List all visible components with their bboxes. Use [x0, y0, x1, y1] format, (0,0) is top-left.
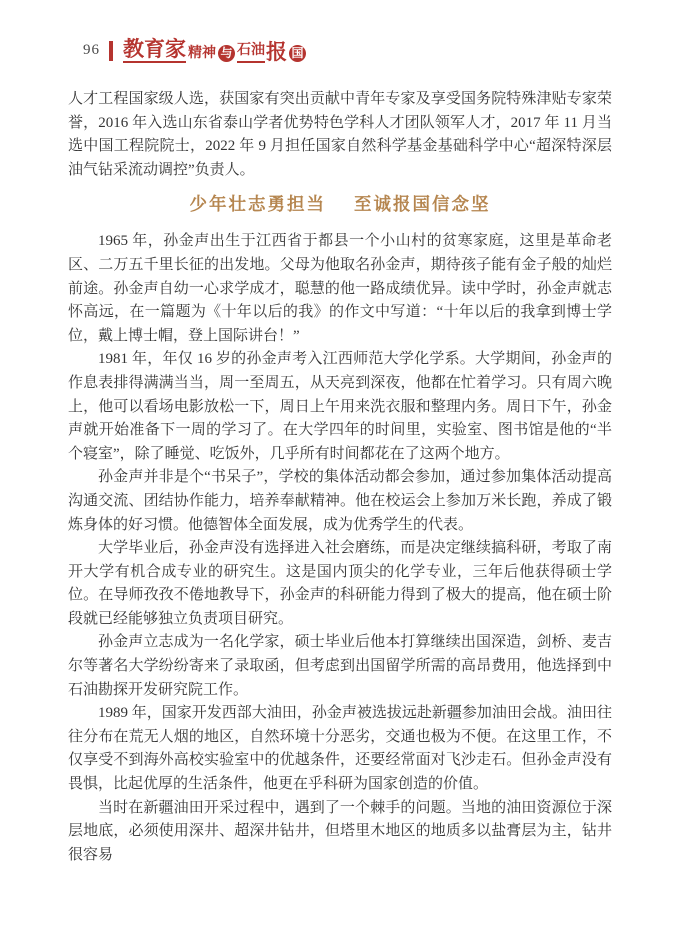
header-divider-bar [109, 41, 113, 61]
paragraph: 人才工程国家级人选，获国家有突出贡献中青年专家及享受国务院特殊津贴专家荣誉，2016 年入选山东省泰山学者优势特色学科人才团队领军人才，2017 年 11 月当选中国工程院院士，2022 年 9 月担任国家自然科学基金基础科学中心“超深特深层油气钻采流动调控”负责人。 [68, 91, 612, 178]
paragraph: 1989 年，国家开发西部大油田，孙金声被选拔远赴新疆参加油田会战。油田往往分布在荒无人烟的地区，自然环境十分恶劣，交通也极为不便。在这里工作，不仅享受不到海外高校实验室中的优越条件，还要经常面对飞沙走石。但孙金声没有畏惧，比起优厚的生活条件，他更在乎科研为国家创造的价值。 [68, 705, 612, 793]
section-heading-part2: 至诚报国信念坚 [354, 194, 491, 215]
paragraph: 孙金声并非是个“书呆子”，学校的集体活动都会参加，通过参加集体活动提高沟通交流、团结协作能力，培养奉献精神。他在校运会上参加万米长跑，养成了锻炼身体的好习惯。他德智体全面发展，成为优秀学生的代表。 [68, 469, 612, 533]
paragraph: 孙金声立志成为一名化学家，硕士毕业后他本打算继续出国深造，剑桥、麦吉尔等著名大学纷纷寄来了录取函，但考虑到出国留学所需的高昂费用，他选择到中石油勘探开发研究院工作。 [68, 634, 612, 698]
paragraph: 1965 年，孙金声出生于江西省于都县一个小山村的贫寒家庭，这里是革命老区、二万五千里长征的出发地。父母为他取名孙金声，期待孩子能有金子般的灿烂前途。孙金声自幼一心求学成才，聪慧的他一路成绩优异。读中学时，孙金声就志怀高远，在一篇题为《十年以后的我》的作文中写道：“十年以后的我拿到博士学位，戴上博士帽，登上国际讲台！” [68, 233, 612, 344]
paragraph: 大学毕业后，孙金声没有选择进入社会磨练，而是决定继续搞科研，考取了南开大学有机合成专业的研究生。这是国内顶尖的化学专业，三年后他获得硕士学位。在导师孜孜不倦地教导下，孙金声的科研能力得到了极大的提高，他在硕士阶段就已经能够独立负责项目研究。 [68, 540, 612, 627]
logo-text-shiyou: 石油 [237, 42, 265, 63]
page-number: 96 [83, 42, 100, 58]
section-heading-part1: 少年壮志勇担当 [189, 194, 326, 215]
logo-seal-guo: 国 [289, 45, 306, 62]
logo-text-jingshen: 精神 [188, 46, 216, 61]
page-body [68, 88, 612, 867]
page-header [83, 38, 308, 63]
section-heading [68, 191, 612, 217]
paragraph: 1981 年，年仅 16 岁的孙金声考入江西师范大学化学系。大学期间，孙金声的作息表排得满满当当，周一至周五，从天亮到深夜，他都在忙着学习。只有周六晚上，他可以看场电影放松一下，周日上午用来洗衣服和整理内务。周日下午，孙金声就开始准备下一周的学习了。在大学四年的时间里，实验室、图书馆是他的“半个寝室”，除了睡觉、吃饭外，几乎所有时间都花在了这两个地方。 [68, 351, 612, 462]
logo-text-jiaoyujia: 教育家 [123, 37, 186, 61]
logo-seal-yu: 与 [218, 45, 235, 62]
logo-text-bao: 报 [266, 40, 287, 64]
book-series-logo [123, 38, 308, 63]
paragraph: 当时在新疆油田开采过程中，遇到了一个棘手的问题。当地的油田资源位于深层地底，必须使用深井、超深井钻井，但塔里木地区的地质多以盐膏层为主，钻井很容易 [68, 799, 612, 863]
